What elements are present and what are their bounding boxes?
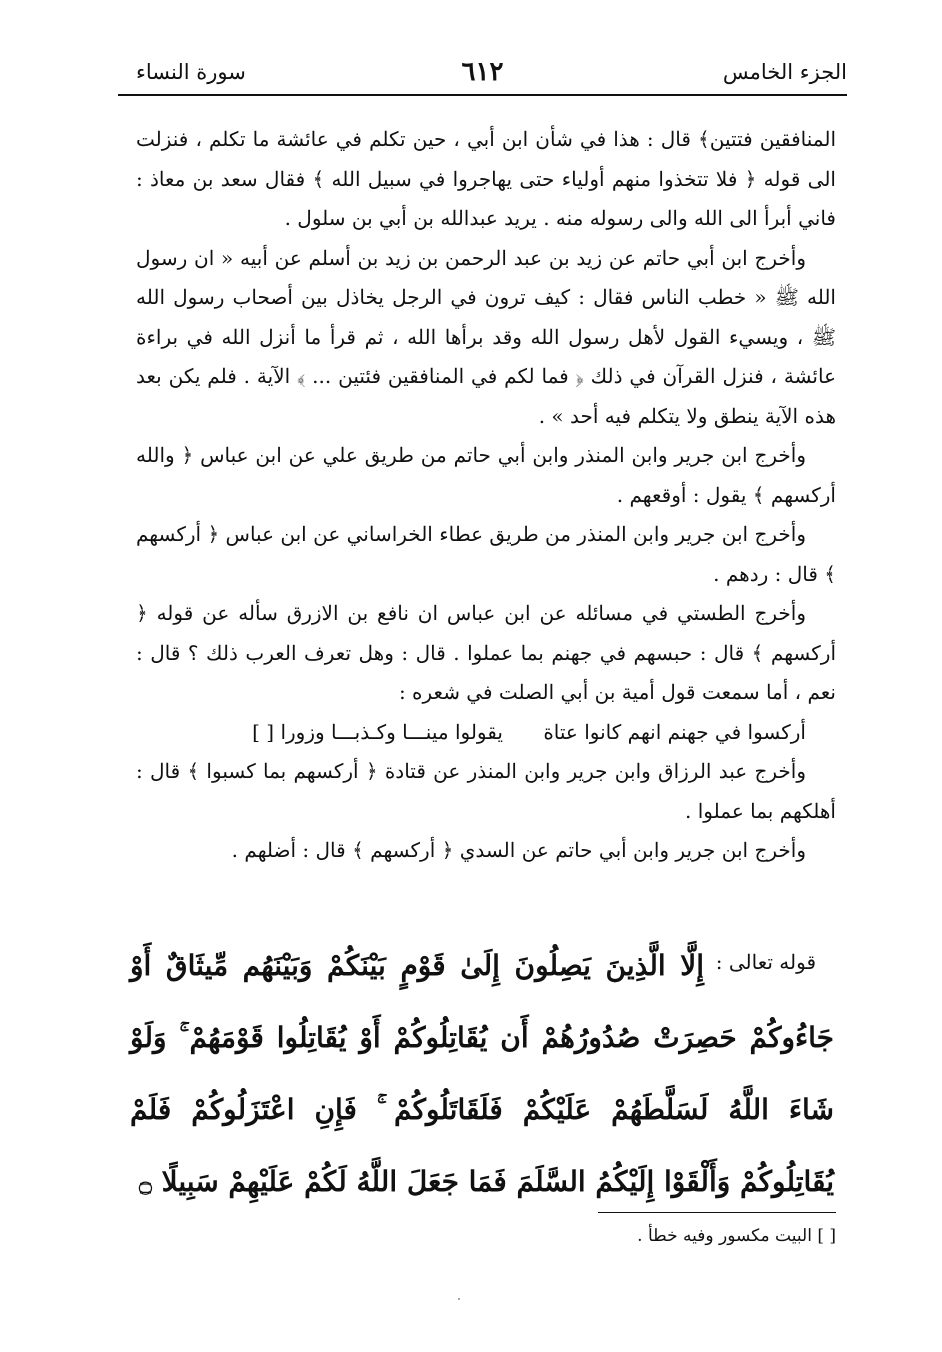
footnote-mark: [ ] — [817, 1226, 836, 1246]
poem-verse — [136, 713, 836, 753]
poem-hemistich-1: أركسوا في جهنم انهم كانوا عتاة — [543, 719, 806, 744]
paragraph-7: وأخرج ابن جرير وابن أبي حاتم عن السدي ﴿ أركسهم ﴾ قال : أضلهم . — [231, 838, 806, 862]
paragraph-5: وأخرج الطستي في مسائله عن ابن عباس ان نافع بن الازرق سأله عن قوله ﴿ أركسهم ﴾ قال : حبسهم في جهنم بما عملوا . قال : وهل تعرف العرب ذلك ؟ قال : نعم ، أما سمعت قول أمية بن أبي الصلت في شعره : — [136, 601, 836, 704]
header-rule — [118, 94, 847, 96]
quran-verse-block — [130, 930, 834, 1220]
quran-verse-text: إِلَّا الَّذِينَ يَصِلُونَ إِلَىٰ قَوْمٍ بَيْنَكُمْ وَبَيْنَهُم مِّيثَاقٌ أَوْ جَاءُوكُمْ حَصِرَتْ صُدُورُهُمْ أَن يُقَاتِلُوكُمْ أَوْ يُقَاتِلُوا قَوْمَهُمْ ۚ وَلَوْ شَاءَ اللَّهُ لَسَلَّطَهُمْ عَلَيْكُمْ فَلَقَاتَلُوكُمْ ۚ فَإِنِ اعْتَزَلُوكُمْ فَلَمْ يُقَاتِلُوكُمْ وَأَلْقَوْا إِلَيْكُمُ السَّلَمَ فَمَا جَعَلَ اللَّهُ لَكُمْ عَلَيْهِمْ سَبِيلًا — [130, 949, 834, 1198]
verse-end-icon: ۝ — [138, 1171, 152, 1197]
footnote — [637, 1222, 836, 1250]
footnote-text: البيت مكسور وفيه خطأ . — [637, 1226, 812, 1246]
paragraph-6: وأخرج عبد الرزاق وابن جرير وابن المنذر عن قتادة ﴿ أركسهم بما كسبوا ﴾ قال : أهلكهم بما عملوا . — [136, 759, 836, 823]
paragraph-4: وأخرج ابن جرير وابن المنذر من طريق عطاء الخراساني عن ابن عباس ﴿ أركسهم ﴾ قال : ردهم . — [136, 522, 836, 586]
poem-hemistich-2: يقولوا مينـــا وكـذبـــا وزورا — [280, 719, 503, 744]
paragraph-3: وأخرج ابن جرير وابن المنذر وابن أبي حاتم من طريق علي عن ابن عباس ﴿ والله أركسهم ﴾ يقول : أوقعهم . — [136, 443, 836, 507]
surah-title: سورة النساء — [136, 60, 246, 84]
poem-footnote-mark: [ ] — [252, 719, 275, 744]
quran-intro: قوله تعالى : — [715, 950, 816, 974]
page-number: ٦١٢ — [461, 57, 504, 87]
footnote-rule — [598, 1212, 836, 1213]
paragraph-2: وأخرج ابن أبي حاتم عن زيد بن عبد الرحمن بن زيد بن أسلم عن أبيه « ان رسول الله ﷺ « خطب الناس فقال : كيف ترون في الرجل يخاذل بين أصحاب رسول الله ﷺ ، ويسيء القول لأهل رسول الله وقد برأها الله ، ثم قرأ ما أنزل الله في براءة عائشة ، فنزل القرآن في ذلك ﴿ فما لكم في المنافقين فئتين ... ﴾ الآية . فلم يكن بعد هذه الآية ينطق ولا يتكلم فيه أحد » . — [136, 245, 836, 428]
main-text — [136, 120, 836, 871]
running-head — [118, 52, 847, 96]
paragraph-1: المنافقين فتتين﴾ قال : هذا في شأن ابن أبي ، حين تكلم في عائشة ما تكلم ، فنزلت الى قوله ﴿ فلا تتخذوا منهم أولياء حتى يهاجروا في سبيل الله ﴾ فقال سعد بن معاذ : فاني أبرأ الى الله والى رسوله منه . يريد عبدالله بن أبي بن سلول . — [136, 127, 837, 230]
scan-speck — [458, 1298, 460, 1300]
part-title: الجزء الخامس — [722, 60, 847, 84]
